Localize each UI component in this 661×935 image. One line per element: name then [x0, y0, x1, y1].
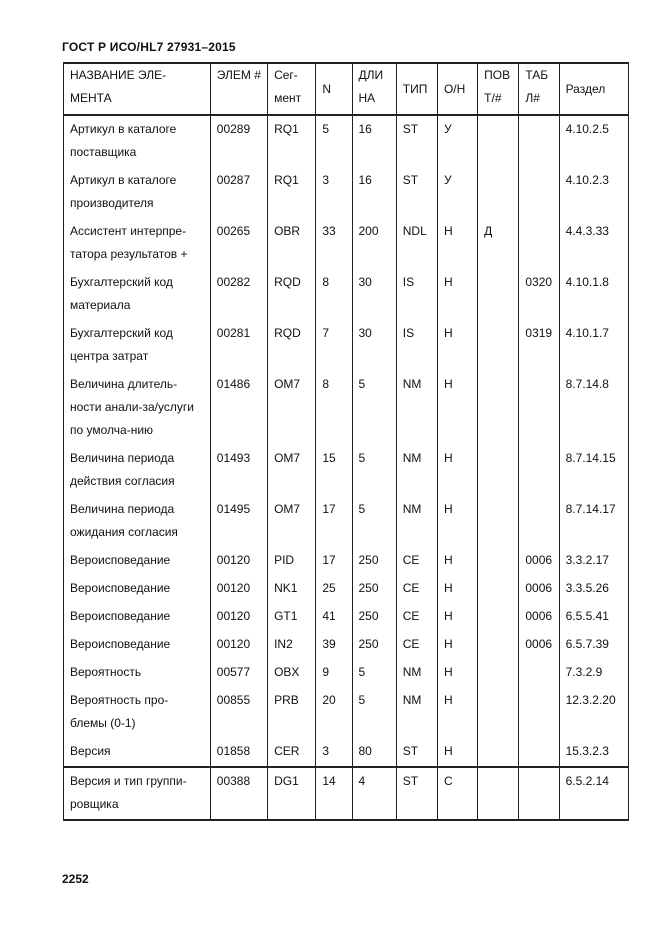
cell-elem: 00577	[210, 659, 267, 687]
cell-name: Вероисповедание	[64, 603, 211, 631]
table-row	[64, 738, 629, 767]
cell-section: 8.7.14.15	[559, 445, 628, 496]
col-header-type: ТИП	[396, 63, 437, 115]
cell-segment: CER	[268, 738, 316, 767]
cell-type: NM	[396, 659, 437, 687]
col-header-elem: ЭЛЕМ #	[210, 63, 267, 115]
cell-segment: OM7	[268, 496, 316, 547]
cell-name: Артикул в каталоге поставщика	[64, 115, 211, 167]
cell-segment: PRB	[268, 687, 316, 738]
cell-segment: RQD	[268, 320, 316, 371]
cell-elem: 01858	[210, 738, 267, 767]
cell-length: 5	[352, 496, 396, 547]
cell-n: 33	[316, 218, 352, 269]
cell-optionality: Н	[437, 496, 477, 547]
cell-name: Вероятность про-блемы (0-1)	[64, 687, 211, 738]
col-header-table: ТАБ Л#	[519, 63, 559, 115]
cell-repeat	[478, 445, 519, 496]
cell-segment: OBX	[268, 659, 316, 687]
cell-repeat	[478, 496, 519, 547]
cell-length: 16	[352, 167, 396, 218]
cell-table	[519, 496, 559, 547]
cell-table: 0006	[519, 547, 559, 575]
table-header-row	[64, 63, 629, 115]
cell-length: 5	[352, 445, 396, 496]
cell-n: 3	[316, 167, 352, 218]
cell-name: Вероисповедание	[64, 575, 211, 603]
cell-elem: 01486	[210, 371, 267, 445]
cell-type: CE	[396, 575, 437, 603]
cell-repeat	[478, 115, 519, 167]
cell-elem: 00120	[210, 575, 267, 603]
cell-optionality: Н	[437, 631, 477, 659]
cell-type: CE	[396, 547, 437, 575]
cell-elem: 00287	[210, 167, 267, 218]
cell-length: 4	[352, 767, 396, 820]
cell-section: 4.10.2.5	[559, 115, 628, 167]
cell-length: 250	[352, 603, 396, 631]
cell-name: Величина периода ожидания согласия	[64, 496, 211, 547]
cell-table: 0320	[519, 269, 559, 320]
cell-type: ST	[396, 115, 437, 167]
cell-length: 80	[352, 738, 396, 767]
cell-repeat	[478, 320, 519, 371]
cell-elem: 00855	[210, 687, 267, 738]
cell-segment: OM7	[268, 371, 316, 445]
cell-repeat	[478, 167, 519, 218]
cell-section: 6.5.2.14	[559, 767, 628, 820]
table-row	[64, 659, 629, 687]
cell-name: Вероисповедание	[64, 547, 211, 575]
cell-n: 5	[316, 115, 352, 167]
cell-table	[519, 687, 559, 738]
cell-n: 20	[316, 687, 352, 738]
cell-section: 4.10.2.3	[559, 167, 628, 218]
cell-n: 15	[316, 445, 352, 496]
cell-optionality: Н	[437, 371, 477, 445]
cell-table	[519, 218, 559, 269]
cell-segment: PID	[268, 547, 316, 575]
cell-segment: GT1	[268, 603, 316, 631]
cell-length: 5	[352, 687, 396, 738]
cell-repeat	[478, 269, 519, 320]
document-header: ГОСТ Р ИСО/HL7 27931–2015	[62, 40, 236, 54]
data-elements-table	[63, 62, 629, 821]
cell-repeat	[478, 687, 519, 738]
cell-optionality: Н	[437, 738, 477, 767]
cell-elem: 01495	[210, 496, 267, 547]
col-header-segment: Сег-мент	[268, 63, 316, 115]
cell-type: NM	[396, 371, 437, 445]
cell-type: IS	[396, 269, 437, 320]
cell-type: ST	[396, 167, 437, 218]
cell-n: 41	[316, 603, 352, 631]
cell-segment: OBR	[268, 218, 316, 269]
cell-name: Версия	[64, 738, 211, 767]
cell-section: 3.3.5.26	[559, 575, 628, 603]
cell-name: Бухгалтерский код центра затрат	[64, 320, 211, 371]
table-row	[64, 269, 629, 320]
cell-elem: 00289	[210, 115, 267, 167]
cell-length: 16	[352, 115, 396, 167]
cell-n: 7	[316, 320, 352, 371]
table-row	[64, 575, 629, 603]
cell-table	[519, 738, 559, 767]
cell-optionality: Н	[437, 687, 477, 738]
cell-segment: OM7	[268, 445, 316, 496]
cell-optionality: Н	[437, 603, 477, 631]
table-row	[64, 320, 629, 371]
cell-optionality: Н	[437, 320, 477, 371]
cell-elem: 00282	[210, 269, 267, 320]
cell-optionality: Н	[437, 269, 477, 320]
cell-optionality: Н	[437, 575, 477, 603]
cell-n: 25	[316, 575, 352, 603]
cell-repeat	[478, 575, 519, 603]
cell-elem: 00120	[210, 547, 267, 575]
cell-type: NDL	[396, 218, 437, 269]
cell-table	[519, 659, 559, 687]
page-number: 2252	[62, 872, 89, 886]
cell-table	[519, 115, 559, 167]
cell-section: 4.10.1.8	[559, 269, 628, 320]
col-header-n: N	[316, 63, 352, 115]
cell-name: Величина длитель-ности анали-за/услуги по умолча-нию	[64, 371, 211, 445]
cell-table: 0006	[519, 603, 559, 631]
cell-repeat	[478, 738, 519, 767]
cell-optionality: Н	[437, 218, 477, 269]
cell-segment: RQ1	[268, 115, 316, 167]
cell-type: CE	[396, 603, 437, 631]
cell-n: 14	[316, 767, 352, 820]
cell-name: Вероятность	[64, 659, 211, 687]
col-header-repeat: ПОВ Т/#	[478, 63, 519, 115]
cell-section: 12.3.2.20	[559, 687, 628, 738]
cell-name: Ассистент интерпре-татора результатов +	[64, 218, 211, 269]
cell-table: 0006	[519, 575, 559, 603]
cell-section: 8.7.14.8	[559, 371, 628, 445]
cell-length: 200	[352, 218, 396, 269]
cell-type: NM	[396, 445, 437, 496]
table-row	[64, 218, 629, 269]
table-row	[64, 445, 629, 496]
cell-repeat	[478, 767, 519, 820]
table-row	[64, 115, 629, 167]
cell-n: 17	[316, 496, 352, 547]
cell-elem: 00120	[210, 603, 267, 631]
cell-elem: 00388	[210, 767, 267, 820]
cell-repeat	[478, 547, 519, 575]
cell-n: 9	[316, 659, 352, 687]
table-row	[64, 496, 629, 547]
cell-n: 8	[316, 269, 352, 320]
table-row	[64, 767, 629, 820]
cell-table: 0319	[519, 320, 559, 371]
cell-type: IS	[396, 320, 437, 371]
cell-name: Величина периода действия согласия	[64, 445, 211, 496]
cell-repeat	[478, 603, 519, 631]
cell-elem: 00120	[210, 631, 267, 659]
table-row	[64, 167, 629, 218]
cell-n: 8	[316, 371, 352, 445]
cell-segment: RQD	[268, 269, 316, 320]
cell-section: 4.10.1.7	[559, 320, 628, 371]
cell-section: 3.3.2.17	[559, 547, 628, 575]
cell-table	[519, 445, 559, 496]
col-header-name: НАЗВАНИЕ ЭЛЕ-МЕНТА	[64, 63, 211, 115]
cell-optionality: Н	[437, 445, 477, 496]
table-row	[64, 631, 629, 659]
cell-n: 3	[316, 738, 352, 767]
cell-table	[519, 767, 559, 820]
cell-optionality: У	[437, 115, 477, 167]
cell-segment: DG1	[268, 767, 316, 820]
cell-length: 5	[352, 371, 396, 445]
cell-length: 30	[352, 320, 396, 371]
table-row	[64, 603, 629, 631]
cell-length: 250	[352, 547, 396, 575]
cell-elem: 00265	[210, 218, 267, 269]
cell-type: NM	[396, 496, 437, 547]
cell-name: Артикул в каталоге производителя	[64, 167, 211, 218]
cell-length: 30	[352, 269, 396, 320]
cell-elem: 00281	[210, 320, 267, 371]
table-row	[64, 687, 629, 738]
cell-repeat	[478, 659, 519, 687]
cell-optionality: Н	[437, 547, 477, 575]
cell-optionality: С	[437, 767, 477, 820]
cell-repeat	[478, 371, 519, 445]
cell-section: 6.5.7.39	[559, 631, 628, 659]
table-row	[64, 371, 629, 445]
cell-length: 250	[352, 631, 396, 659]
cell-type: ST	[396, 767, 437, 820]
cell-type: ST	[396, 738, 437, 767]
cell-section: 6.5.5.41	[559, 603, 628, 631]
cell-section: 4.4.3.33	[559, 218, 628, 269]
col-header-length: ДЛИ НА	[352, 63, 396, 115]
cell-repeat: Д	[478, 218, 519, 269]
cell-elem: 01493	[210, 445, 267, 496]
cell-table	[519, 167, 559, 218]
cell-n: 39	[316, 631, 352, 659]
cell-name: Бухгалтерский код материала	[64, 269, 211, 320]
cell-segment: IN2	[268, 631, 316, 659]
cell-section: 15.3.2.3	[559, 738, 628, 767]
cell-segment: NK1	[268, 575, 316, 603]
col-header-section: Раздел	[559, 63, 628, 115]
cell-table	[519, 371, 559, 445]
cell-type: NM	[396, 687, 437, 738]
cell-section: 8.7.14.17	[559, 496, 628, 547]
cell-optionality: У	[437, 167, 477, 218]
cell-segment: RQ1	[268, 167, 316, 218]
cell-repeat	[478, 631, 519, 659]
table-row	[64, 547, 629, 575]
cell-length: 5	[352, 659, 396, 687]
cell-section: 7.3.2.9	[559, 659, 628, 687]
cell-n: 17	[316, 547, 352, 575]
cell-type: CE	[396, 631, 437, 659]
cell-optionality: Н	[437, 659, 477, 687]
col-header-optionality: О/Н	[437, 63, 477, 115]
cell-name: Версия и тип группи-ровщика	[64, 767, 211, 820]
cell-length: 250	[352, 575, 396, 603]
cell-table: 0006	[519, 631, 559, 659]
cell-name: Вероисповедание	[64, 631, 211, 659]
